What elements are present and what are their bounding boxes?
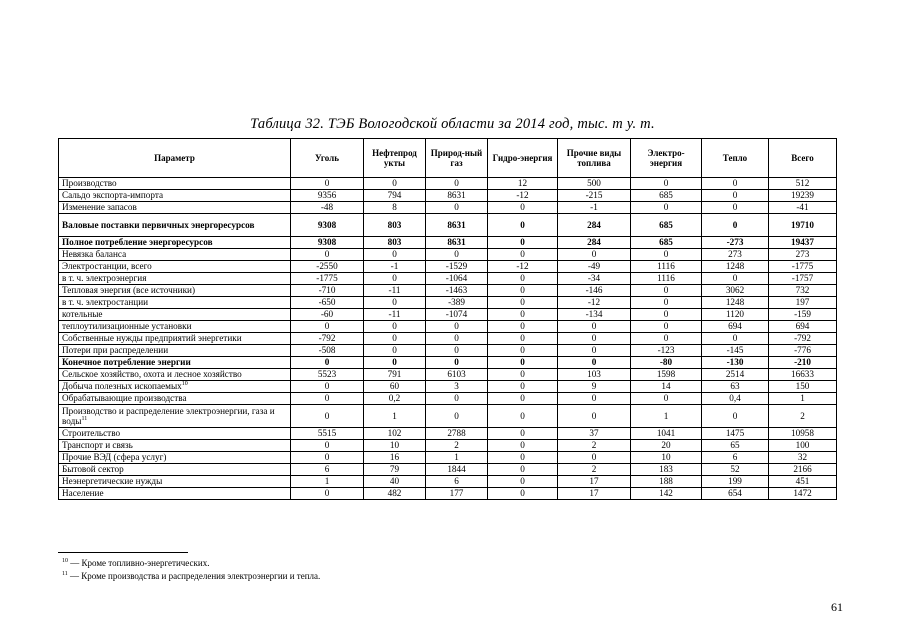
table-cell: 177 bbox=[426, 488, 488, 500]
table-cell: 65 bbox=[702, 440, 769, 452]
row-label bbox=[59, 214, 291, 237]
table-cell: -210 bbox=[769, 357, 837, 369]
table-cell: -2550 bbox=[291, 261, 364, 273]
table-cell: 0 bbox=[291, 393, 364, 405]
table-cell: 482 bbox=[364, 488, 426, 500]
table-cell: -1757 bbox=[769, 273, 837, 285]
row-label-text: Сальдо экспорта-импорта bbox=[62, 190, 164, 200]
table-cell: -792 bbox=[769, 333, 837, 345]
row-label bbox=[59, 393, 291, 405]
table-row bbox=[59, 369, 837, 381]
table-cell: 10958 bbox=[769, 428, 837, 440]
row-label bbox=[59, 333, 291, 345]
table-cell: 0 bbox=[291, 405, 364, 428]
table-cell: -215 bbox=[558, 190, 631, 202]
table-cell: -1064 bbox=[426, 273, 488, 285]
table-cell: 1844 bbox=[426, 464, 488, 476]
table-cell: -650 bbox=[291, 297, 364, 309]
table-cell: 199 bbox=[702, 476, 769, 488]
table-cell: 0 bbox=[631, 297, 702, 309]
table-cell: 2788 bbox=[426, 428, 488, 440]
table-cell: 1598 bbox=[631, 369, 702, 381]
table-row bbox=[59, 476, 837, 488]
table-cell: 0 bbox=[291, 452, 364, 464]
table-cell: -48 bbox=[291, 202, 364, 214]
table-cell: -776 bbox=[769, 345, 837, 357]
table-cell: 0,4 bbox=[702, 393, 769, 405]
table-cell: 19710 bbox=[769, 214, 837, 237]
table-cell: 654 bbox=[702, 488, 769, 500]
row-label-text: Конечное потребление энергии bbox=[62, 357, 191, 367]
table-cell: 0 bbox=[488, 333, 558, 345]
row-label bbox=[59, 249, 291, 261]
table-cell: 0 bbox=[426, 178, 488, 190]
table-cell: 0 bbox=[426, 405, 488, 428]
column-header: Гидро-энергия bbox=[488, 139, 558, 178]
row-label bbox=[59, 321, 291, 333]
row-label bbox=[59, 405, 291, 428]
table-cell: 694 bbox=[702, 321, 769, 333]
table-cell: 685 bbox=[631, 237, 702, 249]
footnote bbox=[62, 558, 209, 569]
table-cell: -792 bbox=[291, 333, 364, 345]
table-cell: 0 bbox=[488, 285, 558, 297]
table-row bbox=[59, 249, 837, 261]
table-row bbox=[59, 357, 837, 369]
table-row bbox=[59, 333, 837, 345]
table-cell: 0 bbox=[702, 190, 769, 202]
table-row bbox=[59, 440, 837, 452]
row-label bbox=[59, 476, 291, 488]
table-cell: -80 bbox=[631, 357, 702, 369]
table-row bbox=[59, 488, 837, 500]
table-cell: 0 bbox=[488, 405, 558, 428]
footnote-ref: 10 bbox=[181, 380, 188, 387]
table-cell: 1 bbox=[631, 405, 702, 428]
row-label-text: Обрабатывающие производства bbox=[62, 393, 187, 403]
table-cell: 40 bbox=[364, 476, 426, 488]
row-label-text: в т. ч. электроэнергия bbox=[62, 273, 147, 283]
table-row bbox=[59, 405, 837, 428]
table-cell: 37 bbox=[558, 428, 631, 440]
table-cell: 1248 bbox=[702, 261, 769, 273]
footnote-text: — Кроме производства и распределения электроэнергии и тепла. bbox=[67, 571, 321, 581]
table-cell: 6 bbox=[291, 464, 364, 476]
table-cell: 0 bbox=[702, 214, 769, 237]
table-cell: 0 bbox=[364, 345, 426, 357]
footnote-text: — Кроме топливно-энергетических. bbox=[68, 558, 210, 568]
table-cell: -1775 bbox=[291, 273, 364, 285]
table-cell: 0 bbox=[558, 333, 631, 345]
table-row bbox=[59, 381, 837, 393]
table-cell: 0 bbox=[364, 178, 426, 190]
footnote-ref: 11 bbox=[81, 415, 88, 422]
row-label bbox=[59, 178, 291, 190]
table-cell: 2 bbox=[558, 440, 631, 452]
table-cell: 142 bbox=[631, 488, 702, 500]
table-cell: 0 bbox=[364, 249, 426, 261]
table-cell: 0 bbox=[426, 393, 488, 405]
table-cell: 0 bbox=[702, 333, 769, 345]
table-cell: 0 bbox=[488, 488, 558, 500]
row-label bbox=[59, 285, 291, 297]
table-cell: 5523 bbox=[291, 369, 364, 381]
row-label bbox=[59, 202, 291, 214]
table-cell: 0 bbox=[631, 202, 702, 214]
table-cell: 0 bbox=[488, 464, 558, 476]
table-row bbox=[59, 178, 837, 190]
table-cell: 2166 bbox=[769, 464, 837, 476]
table-cell: 0 bbox=[488, 381, 558, 393]
table-cell: 188 bbox=[631, 476, 702, 488]
table-cell: 1 bbox=[291, 476, 364, 488]
table-cell: 14 bbox=[631, 381, 702, 393]
energy-balance-table bbox=[58, 138, 837, 500]
row-label-text: в т. ч. электростанции bbox=[62, 297, 149, 307]
table-cell: -1074 bbox=[426, 309, 488, 321]
table-cell: 0 bbox=[364, 333, 426, 345]
table-cell: 0 bbox=[426, 357, 488, 369]
table-cell: 2 bbox=[426, 440, 488, 452]
table-cell: 0 bbox=[631, 393, 702, 405]
table-row bbox=[59, 297, 837, 309]
table-cell: 0 bbox=[631, 178, 702, 190]
table-cell: 183 bbox=[631, 464, 702, 476]
table-cell: 197 bbox=[769, 297, 837, 309]
table-cell: -159 bbox=[769, 309, 837, 321]
table-cell: 1 bbox=[769, 393, 837, 405]
row-label-text: Бытовой сектор bbox=[62, 464, 124, 474]
table-cell: 0 bbox=[558, 345, 631, 357]
table-cell: 0 bbox=[558, 393, 631, 405]
column-header: Природ-ный газ bbox=[426, 139, 488, 178]
table-cell: 512 bbox=[769, 178, 837, 190]
table-cell: -146 bbox=[558, 285, 631, 297]
table-cell: 5515 bbox=[291, 428, 364, 440]
row-label-text: Собственные нужды предприятий энергетики bbox=[62, 333, 242, 343]
table-cell: 17 bbox=[558, 476, 631, 488]
table-cell: 103 bbox=[558, 369, 631, 381]
table-cell: -273 bbox=[702, 237, 769, 249]
footnote-mark: 10 bbox=[62, 558, 68, 564]
table-cell: 60 bbox=[364, 381, 426, 393]
table-cell: 0 bbox=[291, 178, 364, 190]
column-header: Нефтепрод укты bbox=[364, 139, 426, 178]
table-cell: 0 bbox=[291, 249, 364, 261]
table-cell: -389 bbox=[426, 297, 488, 309]
table-cell: 63 bbox=[702, 381, 769, 393]
table-cell: 0 bbox=[488, 249, 558, 261]
table-cell: 0 bbox=[488, 428, 558, 440]
row-label bbox=[59, 381, 291, 393]
table-row bbox=[59, 214, 837, 237]
table-cell: 803 bbox=[364, 214, 426, 237]
row-label bbox=[59, 237, 291, 249]
table-cell: 0 bbox=[488, 452, 558, 464]
table-cell: 0 bbox=[426, 321, 488, 333]
table-cell: 1116 bbox=[631, 261, 702, 273]
table-cell: 1116 bbox=[631, 273, 702, 285]
table-cell: 0 bbox=[702, 178, 769, 190]
table-cell: 273 bbox=[702, 249, 769, 261]
table-cell: 284 bbox=[558, 214, 631, 237]
table-cell: 0 bbox=[426, 202, 488, 214]
table-cell: 79 bbox=[364, 464, 426, 476]
table-cell: 150 bbox=[769, 381, 837, 393]
table-cell: 0 bbox=[488, 321, 558, 333]
table-cell: 791 bbox=[364, 369, 426, 381]
row-label bbox=[59, 345, 291, 357]
table-cell: 52 bbox=[702, 464, 769, 476]
table-cell: 0 bbox=[702, 202, 769, 214]
table-row bbox=[59, 202, 837, 214]
table-cell: 732 bbox=[769, 285, 837, 297]
table-cell: 0,2 bbox=[364, 393, 426, 405]
row-label bbox=[59, 428, 291, 440]
table-cell: -508 bbox=[291, 345, 364, 357]
row-label bbox=[59, 273, 291, 285]
column-header: Уголь bbox=[291, 139, 364, 178]
table-cell: 2514 bbox=[702, 369, 769, 381]
row-label-text: котельные bbox=[62, 309, 103, 319]
table-cell: 0 bbox=[488, 369, 558, 381]
table-cell: 6 bbox=[426, 476, 488, 488]
table-cell: 8631 bbox=[426, 237, 488, 249]
table-cell: 0 bbox=[488, 393, 558, 405]
table-cell: -11 bbox=[364, 285, 426, 297]
table-cell: 0 bbox=[488, 273, 558, 285]
column-header: Тепло bbox=[702, 139, 769, 178]
row-label-text: Валовые поставки первичных энергоресурсов bbox=[62, 219, 255, 230]
table-cell: 9356 bbox=[291, 190, 364, 202]
table-row bbox=[59, 309, 837, 321]
table-cell: -12 bbox=[558, 297, 631, 309]
table-cell: 102 bbox=[364, 428, 426, 440]
table-cell: 1 bbox=[426, 452, 488, 464]
row-label-text: Невязка баланса bbox=[62, 249, 127, 259]
table-cell: 20 bbox=[631, 440, 702, 452]
table-cell: -12 bbox=[488, 190, 558, 202]
table-cell: -11 bbox=[364, 309, 426, 321]
table-cell: 0 bbox=[291, 381, 364, 393]
table-cell: 0 bbox=[291, 321, 364, 333]
table-cell: 0 bbox=[631, 285, 702, 297]
footnote-mark: 11 bbox=[62, 571, 68, 577]
table-cell: 273 bbox=[769, 249, 837, 261]
table-cell: 0 bbox=[364, 297, 426, 309]
page-number: 61 bbox=[831, 600, 843, 614]
table-cell: -1529 bbox=[426, 261, 488, 273]
table-cell: 2 bbox=[558, 464, 631, 476]
table-header-row bbox=[59, 139, 837, 178]
row-label bbox=[59, 488, 291, 500]
table-cell: 8631 bbox=[426, 190, 488, 202]
table-cell: 0 bbox=[488, 309, 558, 321]
row-label bbox=[59, 369, 291, 381]
table-cell: 0 bbox=[488, 214, 558, 237]
table-row bbox=[59, 452, 837, 464]
table-cell: -1775 bbox=[769, 261, 837, 273]
table-cell: -710 bbox=[291, 285, 364, 297]
table-row bbox=[59, 285, 837, 297]
table-cell: 6103 bbox=[426, 369, 488, 381]
table-cell: 0 bbox=[558, 321, 631, 333]
row-label-text: теплоутилизационные установки bbox=[62, 321, 192, 331]
table-cell: 685 bbox=[631, 190, 702, 202]
row-label bbox=[59, 452, 291, 464]
table-cell: 1472 bbox=[769, 488, 837, 500]
footnote bbox=[62, 571, 320, 582]
table-cell: 0 bbox=[558, 405, 631, 428]
table-cell: 0 bbox=[488, 202, 558, 214]
table-row bbox=[59, 237, 837, 249]
table-row bbox=[59, 261, 837, 273]
table-cell: 100 bbox=[769, 440, 837, 452]
table-body bbox=[59, 178, 837, 500]
row-label-text: Транспорт и связь bbox=[62, 440, 133, 450]
row-label-text: Добыча полезных ископаемых bbox=[62, 381, 182, 391]
table-row bbox=[59, 345, 837, 357]
row-label-text: Полное потребление энергоресурсов bbox=[62, 237, 213, 247]
table-row bbox=[59, 190, 837, 202]
table-cell: 9308 bbox=[291, 237, 364, 249]
row-label bbox=[59, 464, 291, 476]
table-cell: 9308 bbox=[291, 214, 364, 237]
row-label-text: Производство bbox=[62, 178, 117, 188]
table-cell: 0 bbox=[702, 273, 769, 285]
row-label-text: Строительство bbox=[62, 428, 121, 438]
table-row bbox=[59, 321, 837, 333]
table-row bbox=[59, 428, 837, 440]
column-header: Всего bbox=[769, 139, 837, 178]
table-cell: 0 bbox=[631, 333, 702, 345]
table-cell: 0 bbox=[426, 249, 488, 261]
table-cell: 451 bbox=[769, 476, 837, 488]
row-label bbox=[59, 309, 291, 321]
table-cell: 3 bbox=[426, 381, 488, 393]
table-cell: 803 bbox=[364, 237, 426, 249]
table-cell: 12 bbox=[488, 178, 558, 190]
table-row bbox=[59, 273, 837, 285]
table-cell: 1041 bbox=[631, 428, 702, 440]
table-cell: -1463 bbox=[426, 285, 488, 297]
table-cell: 0 bbox=[291, 440, 364, 452]
table-cell: 0 bbox=[488, 357, 558, 369]
table-cell: 16633 bbox=[769, 369, 837, 381]
table-cell: 0 bbox=[364, 273, 426, 285]
table-cell: 17 bbox=[558, 488, 631, 500]
table-cell: 0 bbox=[631, 309, 702, 321]
row-label-text: Потери при распределении bbox=[62, 345, 169, 355]
table-cell: 1248 bbox=[702, 297, 769, 309]
table-cell: 0 bbox=[291, 488, 364, 500]
table-row bbox=[59, 393, 837, 405]
row-label bbox=[59, 297, 291, 309]
row-label-text: Прочие ВЭД (сфера услуг) bbox=[62, 452, 167, 462]
table-cell: 1475 bbox=[702, 428, 769, 440]
row-label bbox=[59, 357, 291, 369]
table-cell: 1 bbox=[364, 405, 426, 428]
row-label bbox=[59, 440, 291, 452]
table-cell: 0 bbox=[558, 357, 631, 369]
table-cell: -130 bbox=[702, 357, 769, 369]
table-cell: 10 bbox=[631, 452, 702, 464]
table-cell: 16 bbox=[364, 452, 426, 464]
table-cell: 0 bbox=[426, 345, 488, 357]
table-cell: 284 bbox=[558, 237, 631, 249]
row-label bbox=[59, 190, 291, 202]
table-cell: 685 bbox=[631, 214, 702, 237]
table-cell: -1 bbox=[364, 261, 426, 273]
table-cell: 0 bbox=[488, 476, 558, 488]
table-cell: 8 bbox=[364, 202, 426, 214]
table-cell: 0 bbox=[702, 405, 769, 428]
table-cell: -1 bbox=[558, 202, 631, 214]
table-cell: 6 bbox=[702, 452, 769, 464]
table-cell: 0 bbox=[488, 237, 558, 249]
table-cell: -41 bbox=[769, 202, 837, 214]
table-cell: 10 bbox=[364, 440, 426, 452]
table-cell: 0 bbox=[426, 333, 488, 345]
table-cell: 32 bbox=[769, 452, 837, 464]
row-label-text: Тепловая энергия (все источники) bbox=[62, 285, 196, 295]
table-cell: 694 bbox=[769, 321, 837, 333]
table-cell: 0 bbox=[631, 321, 702, 333]
row-label-text: Изменение запасов bbox=[62, 202, 137, 212]
table-cell: 2 bbox=[769, 405, 837, 428]
table-cell: 0 bbox=[488, 345, 558, 357]
column-header: Параметр bbox=[59, 139, 291, 178]
row-label-text: Сельское хозяйство, охота и лесное хозяйство bbox=[62, 369, 242, 379]
table-cell: 0 bbox=[558, 452, 631, 464]
table-cell: 19239 bbox=[769, 190, 837, 202]
table-cell: 8631 bbox=[426, 214, 488, 237]
table-cell: 794 bbox=[364, 190, 426, 202]
table-cell: 500 bbox=[558, 178, 631, 190]
table-cell: 0 bbox=[558, 249, 631, 261]
table-caption: Таблица 32. ТЭБ Вологодской области за 2014 год, тыс. т у. т. bbox=[250, 116, 655, 132]
row-label-text: Неэнергетические нужды bbox=[62, 476, 163, 486]
row-label bbox=[59, 261, 291, 273]
table-cell: 0 bbox=[364, 357, 426, 369]
table-cell: 19437 bbox=[769, 237, 837, 249]
footnote-divider bbox=[58, 552, 188, 553]
table-cell: -49 bbox=[558, 261, 631, 273]
table-cell: 0 bbox=[488, 297, 558, 309]
table-cell: -60 bbox=[291, 309, 364, 321]
table-cell: -34 bbox=[558, 273, 631, 285]
row-label-text: Производство и распределение электроэнергии, газа и воды bbox=[62, 405, 275, 426]
table-cell: 0 bbox=[631, 249, 702, 261]
table-cell: -123 bbox=[631, 345, 702, 357]
row-label-text: Население bbox=[62, 488, 104, 498]
table-cell: 9 bbox=[558, 381, 631, 393]
column-header: Прочие виды топлива bbox=[558, 139, 631, 178]
table-cell: -12 bbox=[488, 261, 558, 273]
table-cell: 0 bbox=[488, 440, 558, 452]
table-cell: -145 bbox=[702, 345, 769, 357]
table-row bbox=[59, 464, 837, 476]
column-header: Электро-энергия bbox=[631, 139, 702, 178]
table-cell: 0 bbox=[291, 357, 364, 369]
table-cell: 3062 bbox=[702, 285, 769, 297]
row-label-text: Электростанции, всего bbox=[62, 261, 152, 271]
table-cell: 0 bbox=[364, 321, 426, 333]
table-cell: -134 bbox=[558, 309, 631, 321]
table-cell: 1120 bbox=[702, 309, 769, 321]
